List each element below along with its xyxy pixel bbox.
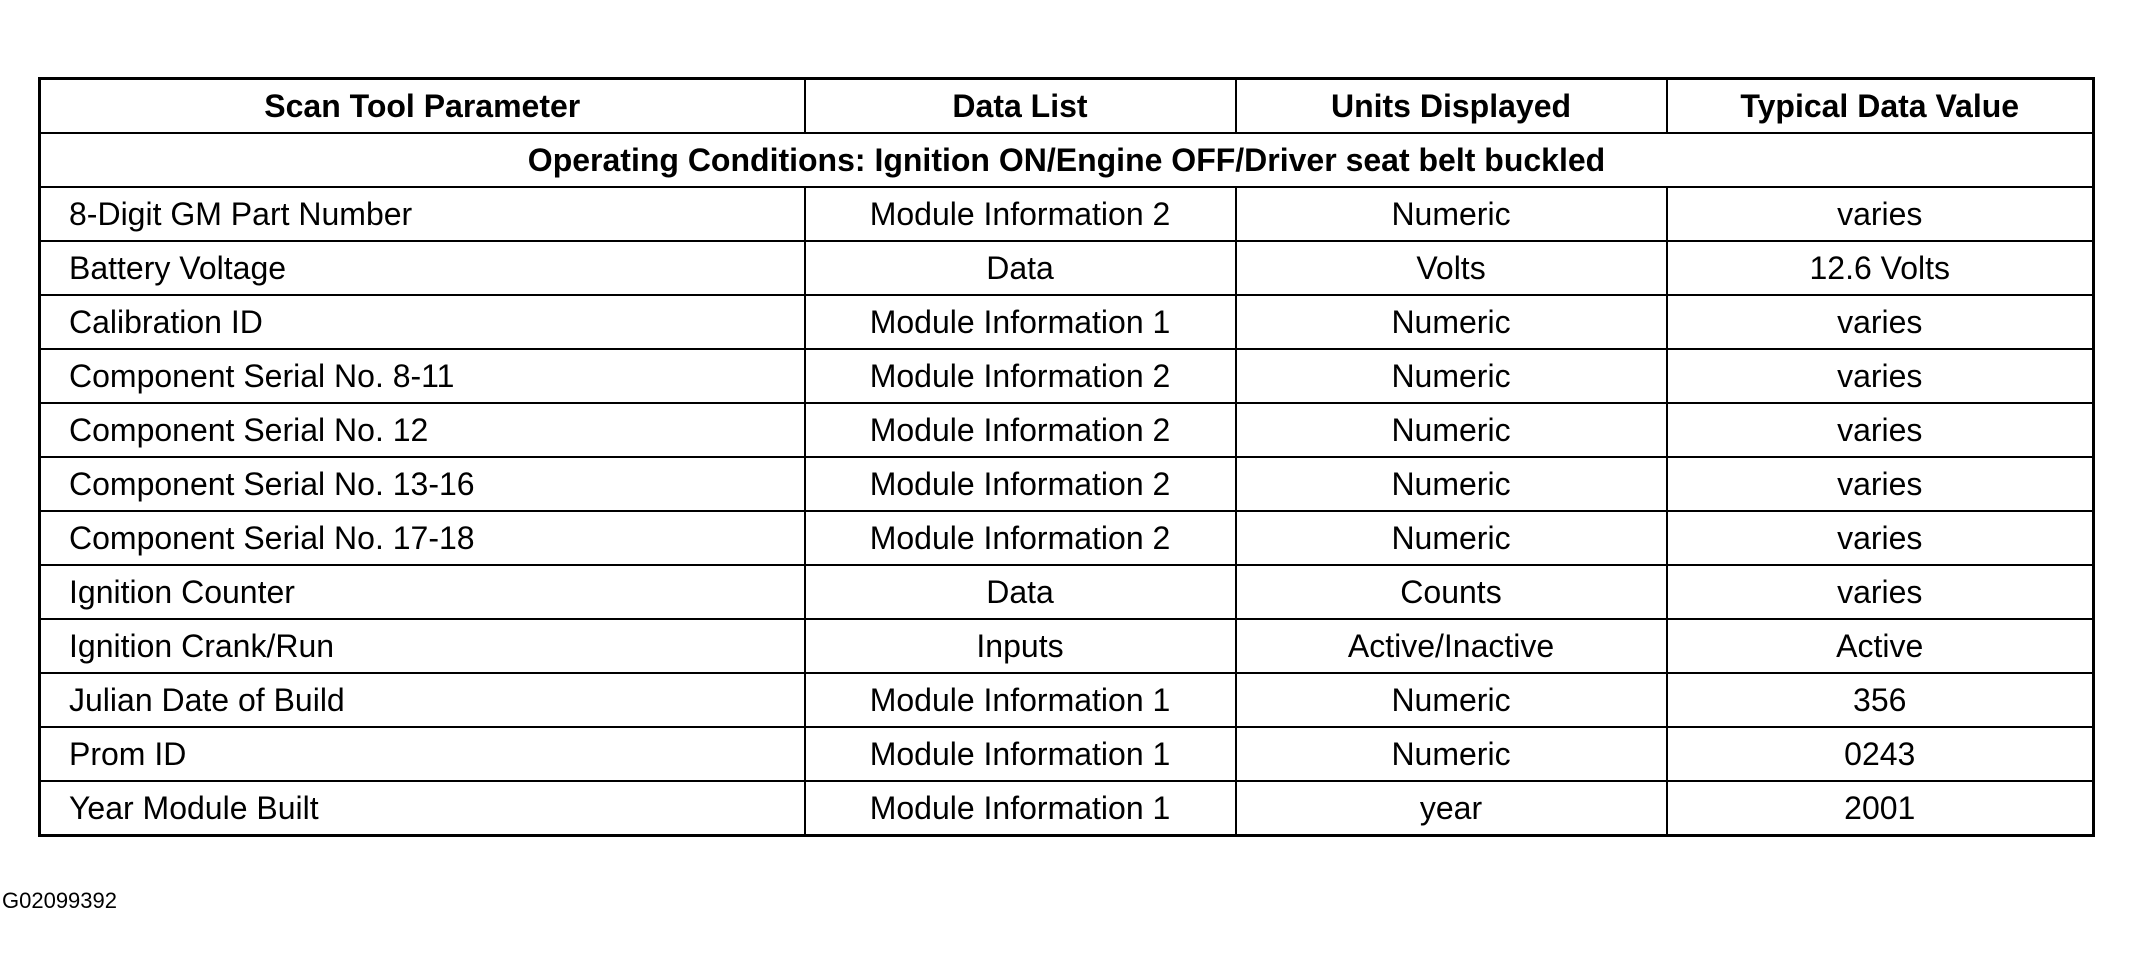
cell-typical-value: Active <box>1667 619 2094 673</box>
cell-data-list: Data <box>805 565 1236 619</box>
cell-data-list: Module Information 2 <box>805 457 1236 511</box>
cell-units: year <box>1236 781 1667 836</box>
table-row <box>40 673 2094 727</box>
cell-units: Numeric <box>1236 673 1667 727</box>
cell-units: Volts <box>1236 241 1667 295</box>
cell-data-list: Module Information 1 <box>805 727 1236 781</box>
cell-units: Numeric <box>1236 295 1667 349</box>
cell-parameter: Component Serial No. 13-16 <box>40 457 805 511</box>
cell-parameter: Battery Voltage <box>40 241 805 295</box>
scan-tool-data-table <box>38 77 2095 837</box>
cell-data-list: Module Information 2 <box>805 403 1236 457</box>
cell-parameter: Calibration ID <box>40 295 805 349</box>
table-row <box>40 727 2094 781</box>
cell-units: Numeric <box>1236 187 1667 241</box>
cell-parameter: Ignition Crank/Run <box>40 619 805 673</box>
cell-typical-value: 356 <box>1667 673 2094 727</box>
cell-data-list: Module Information 1 <box>805 673 1236 727</box>
cell-units: Numeric <box>1236 511 1667 565</box>
table-row <box>40 403 2094 457</box>
cell-parameter: Prom ID <box>40 727 805 781</box>
table-row <box>40 619 2094 673</box>
cell-units: Numeric <box>1236 349 1667 403</box>
cell-data-list: Module Information 2 <box>805 349 1236 403</box>
cell-units: Counts <box>1236 565 1667 619</box>
cell-typical-value: varies <box>1667 403 2094 457</box>
cell-typical-value: varies <box>1667 457 2094 511</box>
cell-parameter: Component Serial No. 12 <box>40 403 805 457</box>
operating-conditions: Operating Conditions: Ignition ON/Engine OFF/Driver seat belt buckled <box>40 133 2094 187</box>
cell-units: Numeric <box>1236 457 1667 511</box>
cell-typical-value: varies <box>1667 511 2094 565</box>
table-row <box>40 241 2094 295</box>
table-header-row <box>40 79 2094 134</box>
cell-typical-value: 12.6 Volts <box>1667 241 2094 295</box>
cell-parameter: Year Module Built <box>40 781 805 836</box>
cell-data-list: Module Information 1 <box>805 295 1236 349</box>
cell-typical-value: varies <box>1667 295 2094 349</box>
cell-parameter: 8-Digit GM Part Number <box>40 187 805 241</box>
cell-parameter: Ignition Counter <box>40 565 805 619</box>
cell-units: Numeric <box>1236 403 1667 457</box>
table-row <box>40 187 2094 241</box>
cell-data-list: Module Information 2 <box>805 187 1236 241</box>
cell-typical-value: 2001 <box>1667 781 2094 836</box>
table-row <box>40 349 2094 403</box>
cell-typical-value: varies <box>1667 565 2094 619</box>
cell-typical-value: varies <box>1667 349 2094 403</box>
cell-data-list: Module Information 1 <box>805 781 1236 836</box>
header-data-list: Data List <box>805 79 1236 134</box>
cell-data-list: Inputs <box>805 619 1236 673</box>
table-row <box>40 457 2094 511</box>
cell-data-list: Data <box>805 241 1236 295</box>
cell-typical-value: varies <box>1667 187 2094 241</box>
header-scan-tool-parameter: Scan Tool Parameter <box>40 79 805 134</box>
operating-conditions-row <box>40 133 2094 187</box>
cell-units: Active/Inactive <box>1236 619 1667 673</box>
table-row <box>40 295 2094 349</box>
table-row <box>40 781 2094 836</box>
cell-parameter: Component Serial No. 8-11 <box>40 349 805 403</box>
table-row <box>40 511 2094 565</box>
table-row <box>40 565 2094 619</box>
cell-data-list: Module Information 2 <box>805 511 1236 565</box>
cell-typical-value: 0243 <box>1667 727 2094 781</box>
figure-id: G02099392 <box>2 888 117 913</box>
header-units-displayed: Units Displayed <box>1236 79 1667 134</box>
cell-parameter: Component Serial No. 17-18 <box>40 511 805 565</box>
header-typical-data-value: Typical Data Value <box>1667 79 2094 134</box>
cell-parameter: Julian Date of Build <box>40 673 805 727</box>
cell-units: Numeric <box>1236 727 1667 781</box>
